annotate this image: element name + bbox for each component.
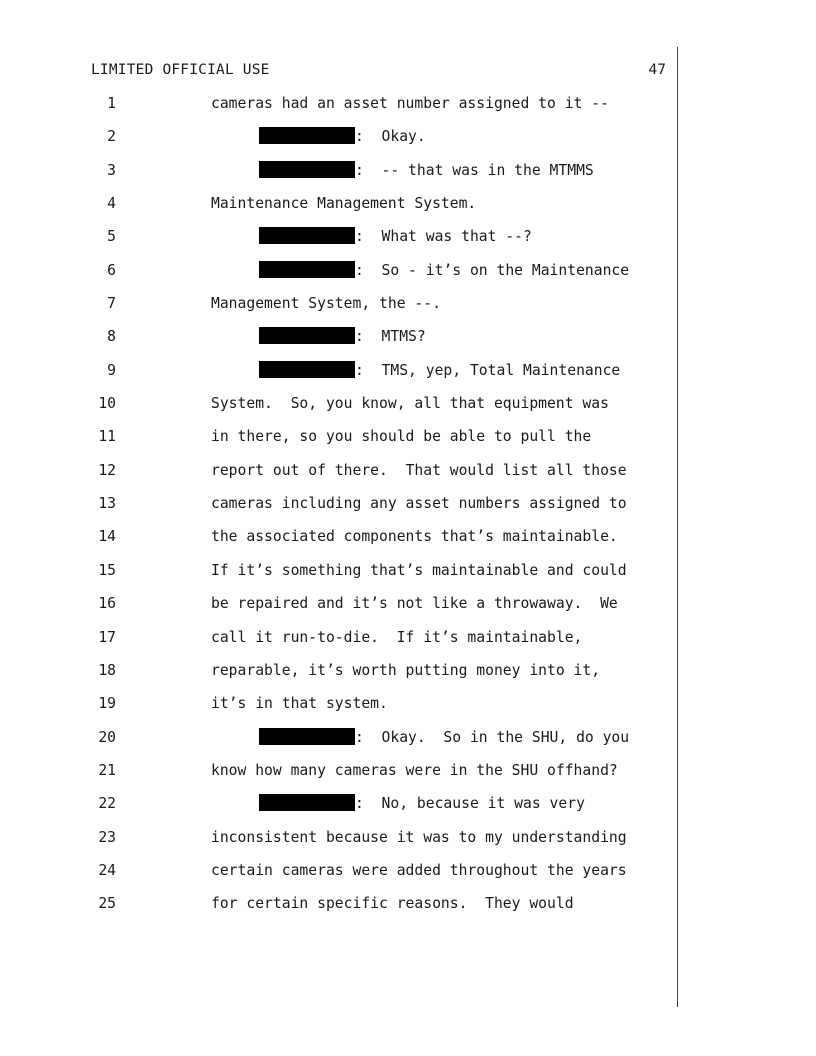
redacted-speaker-name	[259, 227, 355, 244]
line-number: 2	[107, 128, 116, 146]
line-text-content: certain cameras were added throughout the years	[211, 861, 627, 879]
line-number: 19	[98, 695, 116, 713]
line-number: 15	[98, 561, 116, 579]
line-text	[211, 194, 476, 214]
line-text-content: Maintenance Management System.	[211, 195, 477, 213]
transcript-line	[0, 261, 677, 294]
speaker-line-text	[259, 161, 594, 181]
transcript-line	[0, 728, 677, 761]
transcript-line	[0, 94, 677, 127]
line-text-content: it’s in that system.	[211, 695, 388, 713]
transcript-line	[0, 894, 677, 927]
line-text	[211, 494, 627, 514]
speaker-line-text	[259, 728, 629, 748]
line-text-content: : Okay.	[355, 128, 426, 146]
transcript-line	[0, 494, 677, 527]
line-text-content: System. So, you know, all that equipment was	[211, 395, 609, 413]
line-text-content: call it run-to-die. If it’s maintainable,	[211, 628, 583, 646]
classification-header: LIMITED OFFICIAL USE	[91, 62, 270, 78]
line-text-content: inconsistent because it was to my understanding	[211, 828, 627, 846]
line-text-content: in there, so you should be able to pull the	[211, 428, 592, 446]
transcript-line	[0, 561, 677, 594]
transcript-line	[0, 327, 677, 360]
redacted-speaker-name	[259, 794, 355, 811]
line-text-content: cameras including any asset numbers assigned to	[211, 495, 627, 513]
transcript-line	[0, 361, 677, 394]
line-text	[211, 861, 627, 881]
line-number: 20	[98, 728, 116, 746]
line-text-content: : -- that was in the MTMMS	[355, 161, 594, 179]
line-text	[211, 561, 627, 581]
transcript-line	[0, 628, 677, 661]
transcript-line	[0, 594, 677, 627]
transcript-line	[0, 194, 677, 227]
redacted-speaker-name	[259, 161, 355, 178]
line-number: 9	[107, 361, 116, 379]
line-text-content: reparable, it’s worth putting money into it,	[211, 661, 601, 679]
line-number: 18	[98, 661, 116, 679]
line-text	[211, 461, 627, 481]
transcript-line	[0, 161, 677, 194]
line-text	[211, 427, 591, 447]
transcript-line	[0, 694, 677, 727]
line-number: 1	[107, 95, 116, 112]
transcript-line	[0, 661, 677, 694]
line-number: 11	[98, 428, 116, 446]
line-text-content: : So - it’s on the Maintenance	[355, 261, 630, 279]
line-number: 22	[98, 795, 116, 813]
line-number: 5	[107, 228, 116, 246]
line-text-content: If it’s something that’s maintainable and could	[211, 561, 627, 579]
page-number: 47	[648, 62, 666, 78]
line-number: 4	[107, 195, 116, 213]
transcript-line	[0, 861, 677, 894]
speaker-line-text	[259, 327, 426, 347]
line-text	[211, 294, 441, 314]
line-number: 14	[98, 528, 116, 546]
line-text-content: : Okay. So in the SHU, do you	[355, 728, 630, 746]
line-number: 10	[98, 395, 116, 413]
line-text	[211, 628, 582, 648]
line-text-content: the associated components that’s maintainable.	[211, 528, 618, 546]
line-text-content: be repaired and it’s not like a throwaway. We	[211, 595, 618, 613]
redacted-speaker-name	[259, 361, 355, 378]
transcript-line	[0, 294, 677, 327]
line-text-content: report out of there. That would list all those	[211, 461, 627, 479]
transcript-line	[0, 828, 677, 861]
line-text	[211, 527, 618, 547]
line-text-content: : TMS, yep, Total Maintenance	[355, 361, 621, 379]
transcript-line	[0, 127, 677, 160]
line-number: 17	[98, 628, 116, 646]
redacted-speaker-name	[259, 261, 355, 278]
speaker-line-text	[259, 127, 426, 147]
speaker-line-text	[259, 227, 532, 247]
line-number: 12	[98, 461, 116, 479]
redacted-speaker-name	[259, 327, 355, 344]
line-text-content: know how many cameras were in the SHU offhand?	[211, 761, 618, 779]
line-number: 7	[107, 295, 116, 313]
speaker-line-text	[259, 794, 585, 814]
line-text	[211, 594, 618, 614]
line-text	[211, 761, 618, 781]
line-text-content: cameras had an asset number assigned to it --	[211, 95, 609, 112]
line-text	[211, 694, 388, 714]
line-number: 23	[98, 828, 116, 846]
transcript-line	[0, 527, 677, 560]
line-number: 24	[98, 861, 116, 879]
line-number: 16	[98, 595, 116, 613]
speaker-line-text	[259, 361, 620, 381]
line-number: 3	[107, 161, 116, 179]
line-text-content: Management System, the --.	[211, 295, 441, 313]
line-text	[211, 94, 609, 114]
line-text	[211, 394, 609, 414]
redacted-speaker-name	[259, 127, 355, 144]
line-text-content: : MTMS?	[355, 328, 426, 346]
line-text	[211, 828, 627, 848]
transcript-line	[0, 794, 677, 827]
transcript-line	[0, 394, 677, 427]
line-number: 25	[98, 895, 116, 913]
transcript-line	[0, 427, 677, 460]
transcript-line	[0, 461, 677, 494]
transcript-line	[0, 761, 677, 794]
line-text-content: : No, because it was very	[355, 795, 585, 813]
line-number: 21	[98, 761, 116, 779]
line-number: 6	[107, 261, 116, 279]
line-text-content: for certain specific reasons. They would	[211, 895, 574, 913]
redacted-speaker-name	[259, 728, 355, 745]
line-number: 8	[107, 328, 116, 346]
line-text	[211, 894, 574, 914]
line-number: 13	[98, 495, 116, 513]
transcript-line	[0, 227, 677, 260]
transcript-lines	[0, 94, 677, 928]
line-text-content: : What was that --?	[355, 228, 532, 246]
right-margin-rule	[677, 47, 678, 1007]
speaker-line-text	[259, 261, 629, 281]
line-text	[211, 661, 600, 681]
